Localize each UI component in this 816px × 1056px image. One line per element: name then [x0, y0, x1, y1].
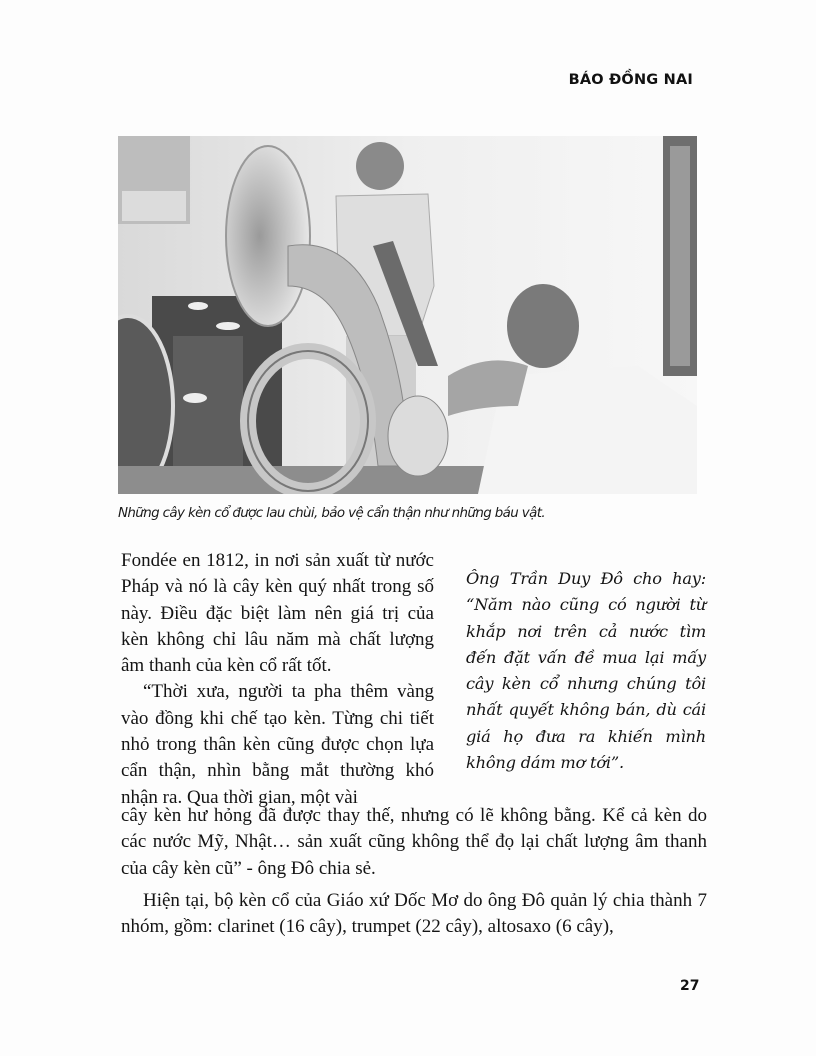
paragraph: “Thời xưa, người ta pha thêm vàng vào đồng khi chế tạo kèn. Từng chi tiết nhỏ trong thân kèn cũng được chọn lựa cẩn thận, nhìn bằng mắt thường khó nhận ra. Qua thời gian, một vài [121, 681, 434, 808]
paragraph: Fondée en 1812, in nơi sản xuất từ nước Pháp và nó là cây kèn quý nhất trong số này. Điều đặc biệt làm nên giá trị của kèn không chỉ lâu năm mà chất lượng âm thanh của kèn cổ rất tốt. [121, 550, 434, 677]
full-width-body [121, 803, 707, 940]
article-photo [118, 136, 697, 494]
paragraph: Hiện tại, bộ kèn cổ của Giáo xứ Dốc Mơ do ông Đô quản lý chia thành 7 nhóm, gồm: clarinet (16 cây), trumpet (22 cây), altosaxo (6 cây), [121, 889, 707, 938]
pull-quote-text: Ông Trần Duy Đô cho hay: “Năm nào cũng có người từ khắp nơi trên cả nước tìm đến đặt vấn đề mua lại mấy cây kèn cổ nhưng chúng tôi nhất quyết không bán, dù cái giá họ đưa ra khiến mình không dám mơ tới”. [466, 569, 706, 773]
pull-quote [466, 566, 706, 776]
page-number: 27 [680, 978, 700, 994]
photo-caption: Những cây kèn cổ được lau chùi, bảo vệ cẩn thận như những báu vật. [118, 506, 546, 521]
paragraph: cây kèn hư hỏng đã được thay thế, nhưng có lẽ không bằng. Kể cả kèn do các nước Mỹ, Nhật… sản xuất cũng không thể đọ lại chất lượng âm thanh của cây kèn cũ” - ông Đô chia sẻ. [121, 805, 707, 879]
photo-illustration [118, 136, 697, 494]
publication-header: BÁO ĐỒNG NAI [568, 72, 693, 88]
left-column [121, 548, 434, 811]
